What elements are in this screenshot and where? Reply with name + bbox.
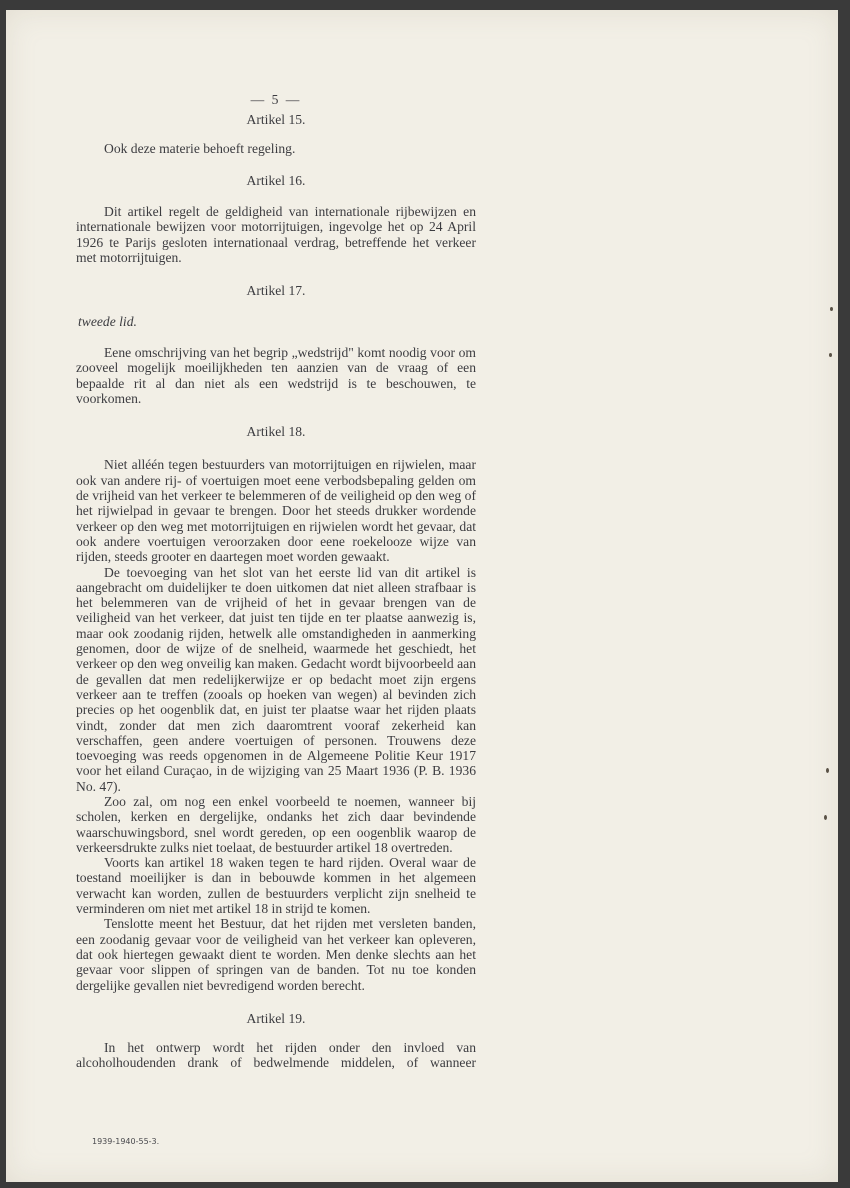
article-16-text: Dit artikel regelt de geldigheid van internationale rijbewijzen en internationale bewijzen voor motorrijtuigen, ingevolge het op 24 April 1926 te Parijs gesloten internationaal verdrag, betreffende het verkeer met motorrijtuigen. xyxy=(76,204,476,266)
article-18-heading: Artikel 18. xyxy=(246,424,306,440)
article-19-text: In het ontwerp wordt het rijden onder den invloed van alcoholhoudenden drank of bedwelmende middelen, of wanneer xyxy=(76,1040,476,1071)
paper-speck xyxy=(830,307,833,311)
article-15-heading: Artikel 15. xyxy=(246,112,306,128)
article-15 xyxy=(76,112,476,156)
footer-code: 1939-1940-55-3. xyxy=(92,1137,160,1146)
article-17 xyxy=(76,283,476,406)
article-18-paragraph: Niet alléén tegen bestuurders van motorrijtuigen en rijwielen, maar ook van andere rij- of voertuigen moet eene verbodsbepaling gelden om de vrijheid van het verkeer te belemmeren of de veiligheid op den weg of het rijwielpad in gevaar te brengen. Door het steeds drukker wordende verkeer op den weg met motorrijtuigen en rijwielen wordt het gevaar, dat ook andere voertuigen veroorzaken door eene roekelooze wijze van rijden, steeds grooter en daartegen moet worden gewaakt. xyxy=(76,457,476,565)
document-page xyxy=(6,10,838,1182)
article-18-paragraph: Tenslotte meent het Bestuur, dat het rijden met versleten banden, een zoodanig gevaar voor de veiligheid van het verkeer kan opleveren, dat ook hiertegen gewaakt dient te worden. Men denke slechts aan het gevaar voor slippen of springen van de banden. Tot nu toe konden dergelijke gevallen niet bevredigend worden berecht. xyxy=(76,916,476,993)
article-15-text: Ook deze materie behoeft regeling. xyxy=(104,140,296,156)
article-16 xyxy=(76,173,476,265)
article-18 xyxy=(76,424,476,993)
article-19 xyxy=(76,1011,476,1071)
paper-speck xyxy=(829,353,832,357)
paper-speck xyxy=(826,768,829,773)
article-19-heading: Artikel 19. xyxy=(246,1010,306,1026)
article-18-paragraph: De toevoeging van het slot van het eerste lid van dit artikel is aangebracht om duidelijker te doen uitkomen dat niet alleen strafbaar is het belemmeren van de vrijheid of het in gevaar brengen van de veiligheid van het verkeer, dat juist ten tijde en ter plaatse aanwezig is, maar ook zoodanig rijden, hetwelk alle omstandigheden in aanmerking genomen, door de wijze of de snelheid, waarmede het geschiedt, het verkeer op den weg onveilig kan maken. Gedacht wordt bijvoorbeeld aan de gevallen dat men redelijkerwijze er op bedacht moet zijn ergens verkeer aan te treffen (zooals op hoeken van wegen) al bevinden zich precies op het oogenblik dat, en juist ter plaatse waar het rijden plaats vindt, zonder dat men zich daaromtrent vooraf zekerheid kan verschaffen, geen andere voertuigen of personen. Trouwens deze toevoeging was reeds opgenomen in de Algemeene Politie Keur 1917 voor het eiland Curaçao, in de wijziging van 25 Maart 1936 (P. B. 1936 No. 47). xyxy=(76,564,476,794)
page-number: — 5 — xyxy=(250,92,302,107)
article-17-heading: Artikel 17. xyxy=(246,283,306,299)
article-18-paragraph: Zoo zal, om nog een enkel voorbeeld te noemen, wanneer bij scholen, kerken en dergelijke, ondanks het zich daar bevindende waarschuwingsbord, snel wordt gereden, op een oogenblik waarop de verkeersdrukte zulks niet toelaat, de bestuurder artikel 18 overtreden. xyxy=(76,793,476,855)
article-18-paragraph: Voorts kan artikel 18 waken tegen te hard rijden. Overal waar de toestand moeilijker is dan in bebouwde kommen in het algemeen verwacht kan worden, zullen de bestuurders verplicht zijn snelheid te verminderen om niet met artikel 18 in strijd te komen. xyxy=(76,855,476,917)
article-17-text: Eene omschrijving van het begrip „wedstrijd" komt noodig voor om zooveel mogelijk moeilijkheden ten aanzien van de vraag of een bepaalde rit al dan niet als een wedstrijd is te beschouwen, te voorkomen. xyxy=(76,344,476,406)
text-column xyxy=(76,92,476,1071)
paper-speck xyxy=(824,815,827,820)
article-16-heading: Artikel 16. xyxy=(246,172,306,188)
article-17-lid: tweede lid. xyxy=(78,313,137,329)
